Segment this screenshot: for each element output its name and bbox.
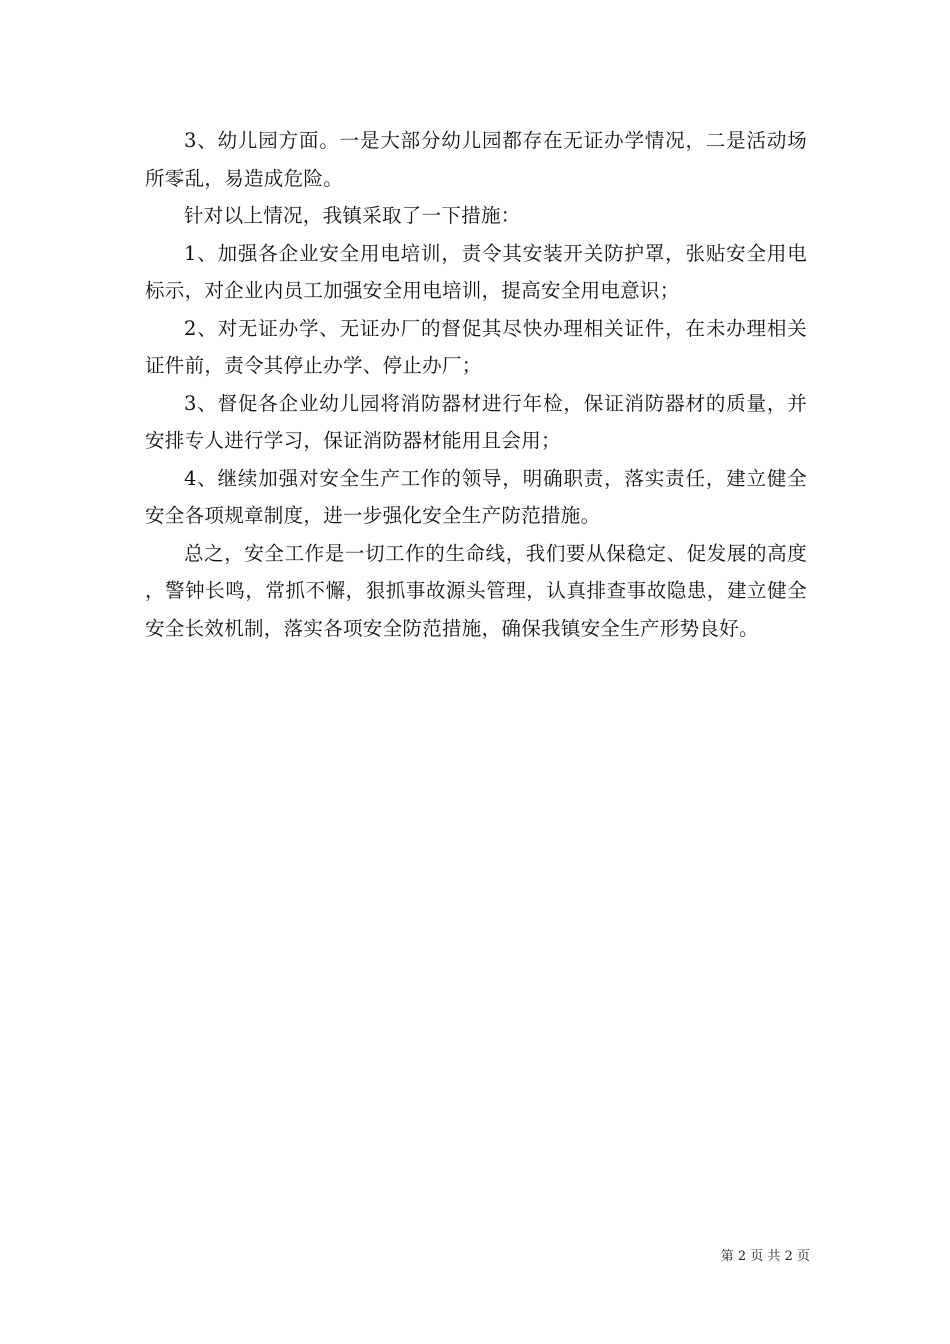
paragraph-measure-1: 1、加强各企业安全用电培训，责令其安装开关防护罩，张贴安全用电标示，对企业内员工加强安全用电培训，提高安全用电意识； (145, 241, 807, 302)
page-number-footer: 第 2 页 共 2 页 (720, 1249, 810, 1264)
paragraph-measure-4: 4、继续加强对安全生产工作的领导，明确职责，落实责任，建立健全安全各项规章制度，进一步强化安全生产防范措施。 (145, 466, 807, 527)
document-body (145, 122, 807, 647)
paragraph-kindergarten-issues: 3、幼儿园方面。一是大部分幼儿园都存在无证办学情况，二是活动场所零乱，易造成危险。 (145, 129, 807, 190)
paragraph-conclusion: 总之，安全工作是一切工作的生命线，我们要从保稳定、促发展的高度，警钟长鸣，常抓不懈，狠抓事故源头管理，认真排查事故隐患，建立健全安全长效机制，落实各项安全防范措施，确保我镇安全生产形势良好。 (145, 541, 807, 640)
paragraph-measures-intro: 针对以上情况，我镇采取了一下措施： (184, 204, 521, 227)
paragraph-measure-2: 2、对无证办学、无证办厂的督促其尽快办理相关证件，在未办理相关证件前，责令其停止办学、停止办厂； (145, 316, 807, 377)
paragraph-measure-3: 3、督促各企业幼儿园将消防器材进行年检，保证消防器材的质量，并安排专人进行学习，保证消防器材能用且会用； (145, 391, 807, 452)
